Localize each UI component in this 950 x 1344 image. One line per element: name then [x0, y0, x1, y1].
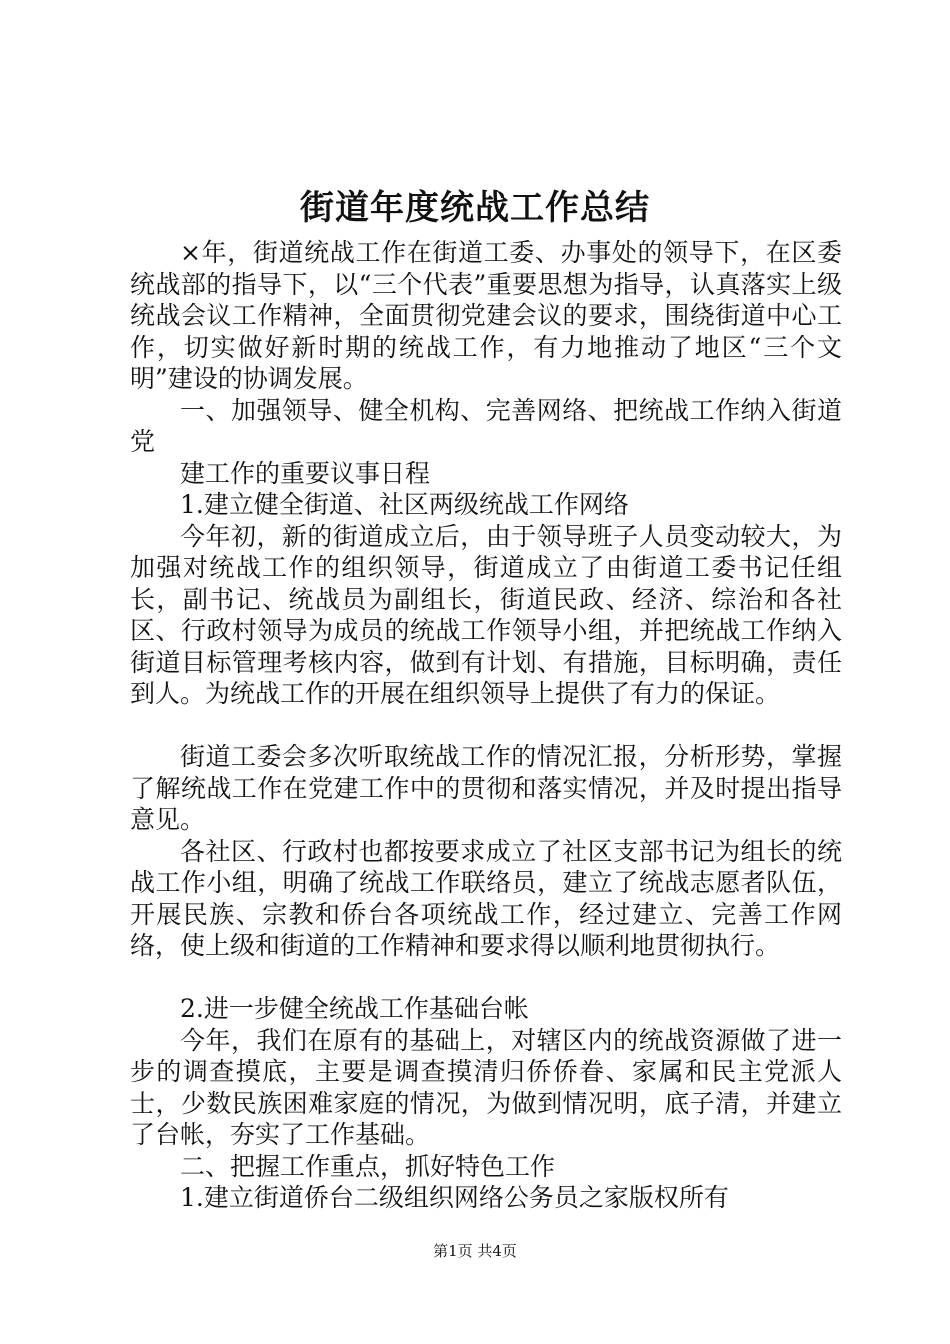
document-body [130, 237, 842, 1214]
section-heading-2: 二、把握工作重点，抓好特色工作 [180, 1151, 556, 1181]
section-heading-1-continued: 建工作的重要议事日程 [180, 458, 431, 488]
paragraph-work-committee: 街道工委会多次听取统战工作的情况汇报，分析形势，掌握了解统战工作在党建工作中的贯彻和落实情况，并及时提出指导意见。 [130, 742, 842, 834]
paragraph-spacer [130, 710, 842, 742]
paragraph-spacer [130, 962, 842, 994]
paragraph-leadership: 今年初，新的街道成立后，由于领导班子人员变动较大，为加强对统战工作的组织领导，街道成立了由街道工委书记任组长，副书记、统战员为副组长，街道民政、经济、综治和各社区、行政村领导为成员的统战工作领导小组，并把统战工作纳入街道目标管理考核内容，做到有计划、有措施，目标明确，责任到人。为统战工作的开展在组织领导上提供了有力的保证。 [130, 521, 842, 708]
subheading-1-2: 2.进一步健全统战工作基础台帐 [180, 994, 529, 1023]
paragraph-communities: 各社区、行政村也都按要求成立了社区支部书记为组长的统战工作小组，明确了统战工作联络员，建立了统战志愿者队伍，开展民族、宗教和侨台各项统战工作，经过建立、完善工作网络，使上级和街道的工作精神和要求得以顺利地贯彻执行。 [130, 836, 842, 960]
subheading-2-1: 1.建立街道侨台二级组织网络公务员之家版权所有 [180, 1183, 729, 1212]
paragraph-records: 今年，我们在原有的基础上，对辖区内的统战资源做了进一步的调查摸底，主要是调查摸清归侨侨眷、家属和民主党派人士，少数民族困难家庭的情况，为做到情况明，底子清，并建立了台帐，夯实了工作基础。 [130, 1025, 842, 1149]
paragraph-intro: ×年，街道统战工作在街道工委、办事处的领导下，在区委统战部的指导下，以“三个代表”重要思想为指导，认真落实上级统战会议工作精神，全面贯彻党建会议的要求，围绕街道中心工作，切实做好新时期的统战工作，有力地推动了地区“三个文明”建设的协调发展。 [130, 238, 842, 393]
document-title: 街道年度统战工作总结 [300, 188, 650, 228]
section-heading-1: 一、加强领导、健全机构、完善网络、把统战工作纳入街道党 [130, 395, 842, 456]
subheading-1-1: 1.建立健全街道、社区两级统战工作网络 [180, 490, 629, 519]
page-number-footer: 第1页 共4页 [433, 1242, 517, 1260]
